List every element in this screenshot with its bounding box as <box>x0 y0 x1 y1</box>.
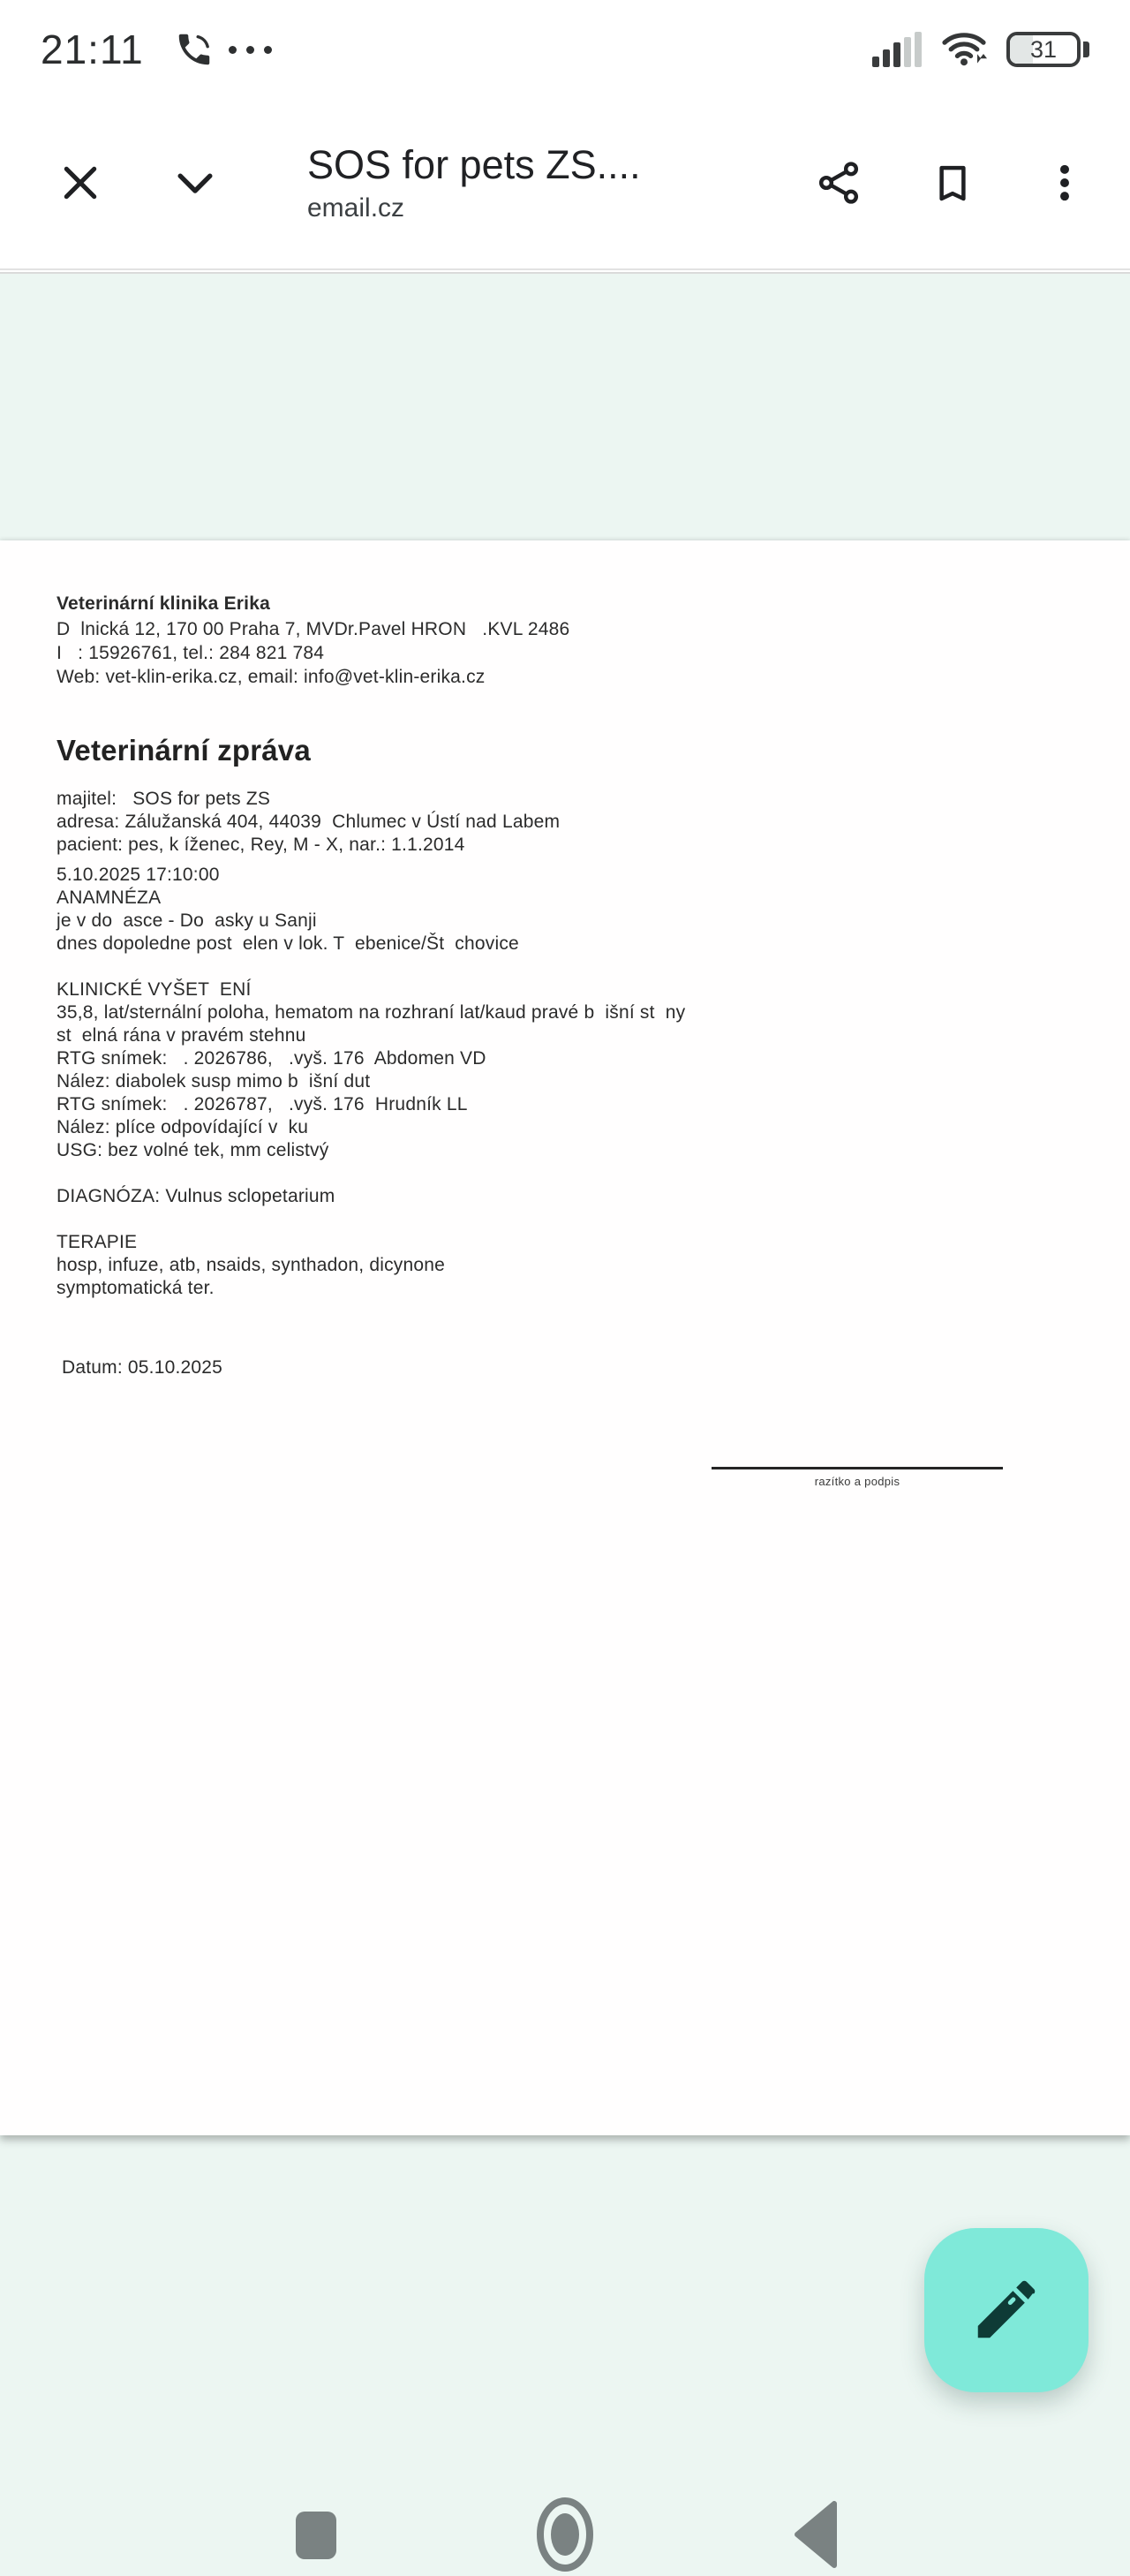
terapie-line: symptomatická ter. <box>56 1278 215 1298</box>
klinicke-line: Nález: diabolek susp mimo b išní dut <box>56 1071 371 1092</box>
address-line: adresa: Zálužanská 404, 44039 Chlumec v Ústí nad Labem <box>56 812 561 832</box>
bookmark-button[interactable] <box>929 159 976 209</box>
klinicke-section <box>56 978 1074 1162</box>
klinicke-line: RTG snímek: . 2026787, .vyš. 176 Hrudník LL <box>56 1094 468 1114</box>
document-source: email.cz <box>307 193 405 223</box>
more-menu-button[interactable] <box>1042 160 1088 208</box>
klinicke-heading: KLINICKÉ VYŠET ENÍ <box>56 979 252 1000</box>
document-page <box>0 540 1130 2135</box>
share-button[interactable] <box>814 158 863 210</box>
signature-block <box>712 1467 1003 1488</box>
terapie-line: hosp, infuze, atb, nsaids, synthadon, dicynone <box>56 1255 445 1275</box>
clinic-address-line: D lnická 12, 170 00 Praha 7, MVDr.Pavel HRON .KVL 2486 <box>56 619 570 639</box>
document-title-block <box>307 142 641 225</box>
wifi-icon <box>939 27 989 72</box>
owner-line: majitel: SOS for pets ZS <box>56 789 271 809</box>
home-button[interactable] <box>539 2497 591 2575</box>
overflow-dots-icon <box>229 46 272 54</box>
battery-icon <box>1006 32 1089 67</box>
anamneza-line: dnes dopoledne post elen v lok. T ebenice/Št chovice <box>56 933 519 954</box>
android-nav-bar <box>0 2495 1130 2576</box>
terapie-section <box>56 1231 1074 1300</box>
close-button[interactable] <box>55 157 106 211</box>
report-date: Datum: 05.10.2025 <box>62 1357 223 1378</box>
document-title: SOS for pets ZS.... <box>307 142 641 187</box>
signature-caption: razítko a podpis <box>814 1475 900 1488</box>
klinicke-line: USG: bez volné tek, mm celistvý <box>56 1140 329 1160</box>
battery-percent: 31 <box>1029 35 1058 63</box>
visit-datetime: 5.10.2025 17:10:00 <box>56 865 220 885</box>
back-triangle-icon <box>790 2498 838 2573</box>
status-time: 21:11 <box>41 26 144 72</box>
klinicke-line: Nález: plíce odpovídající v ku <box>56 1117 309 1137</box>
chevron-down-icon <box>168 155 222 213</box>
recents-button[interactable] <box>290 2512 343 2559</box>
clinic-id-line: I : 15926761, tel.: 284 821 784 <box>56 643 325 663</box>
anamneza-heading: ANAMNÉZA <box>56 888 162 908</box>
edit-fab-button[interactable] <box>924 2228 1089 2392</box>
klinicke-line: st elná rána v pravém stehnu <box>56 1025 306 1046</box>
recents-square-icon <box>296 2512 336 2559</box>
close-icon <box>55 157 106 211</box>
home-circle-icon <box>536 2497 594 2575</box>
patient-info <box>56 788 1074 857</box>
patient-line: pacient: pes, k íženec, Rey, M - X, nar.: 1.1.2014 <box>56 835 465 855</box>
clinic-name: Veterinární klinika Erika <box>56 593 270 614</box>
anamneza-line: je v do asce - Do asky u Sanji <box>56 910 317 931</box>
back-button[interactable] <box>787 2498 840 2573</box>
terapie-heading: TERAPIE <box>56 1232 138 1252</box>
report-title: Veterinární zpráva <box>56 734 311 767</box>
klinicke-line: 35,8, lat/sternální poloha, hematom na rozhraní lat/kaud pravé b išní st ny <box>56 1002 686 1023</box>
pencil-edit-icon <box>968 2271 1044 2350</box>
clinic-header <box>56 592 1074 689</box>
phone-call-icon <box>174 29 215 70</box>
visit-section <box>56 864 1074 956</box>
diagnoza-line: DIAGNÓZA: Vulnus sclopetarium <box>56 1186 335 1206</box>
more-vert-icon <box>1042 160 1088 208</box>
document-content <box>0 540 1130 1379</box>
collapse-button[interactable] <box>168 155 222 213</box>
clinic-web-line: Web: vet-klin-erika.cz, email: info@vet-klin-erika.cz <box>56 667 486 687</box>
bookmark-icon <box>929 159 976 209</box>
share-icon <box>814 158 863 210</box>
signal-strength-icon <box>872 32 922 67</box>
status-bar <box>0 0 1130 99</box>
app-header <box>0 99 1130 270</box>
klinicke-line: RTG snímek: . 2026786, .vyš. 176 Abdomen VD <box>56 1048 486 1069</box>
signature-line <box>712 1467 1003 1469</box>
